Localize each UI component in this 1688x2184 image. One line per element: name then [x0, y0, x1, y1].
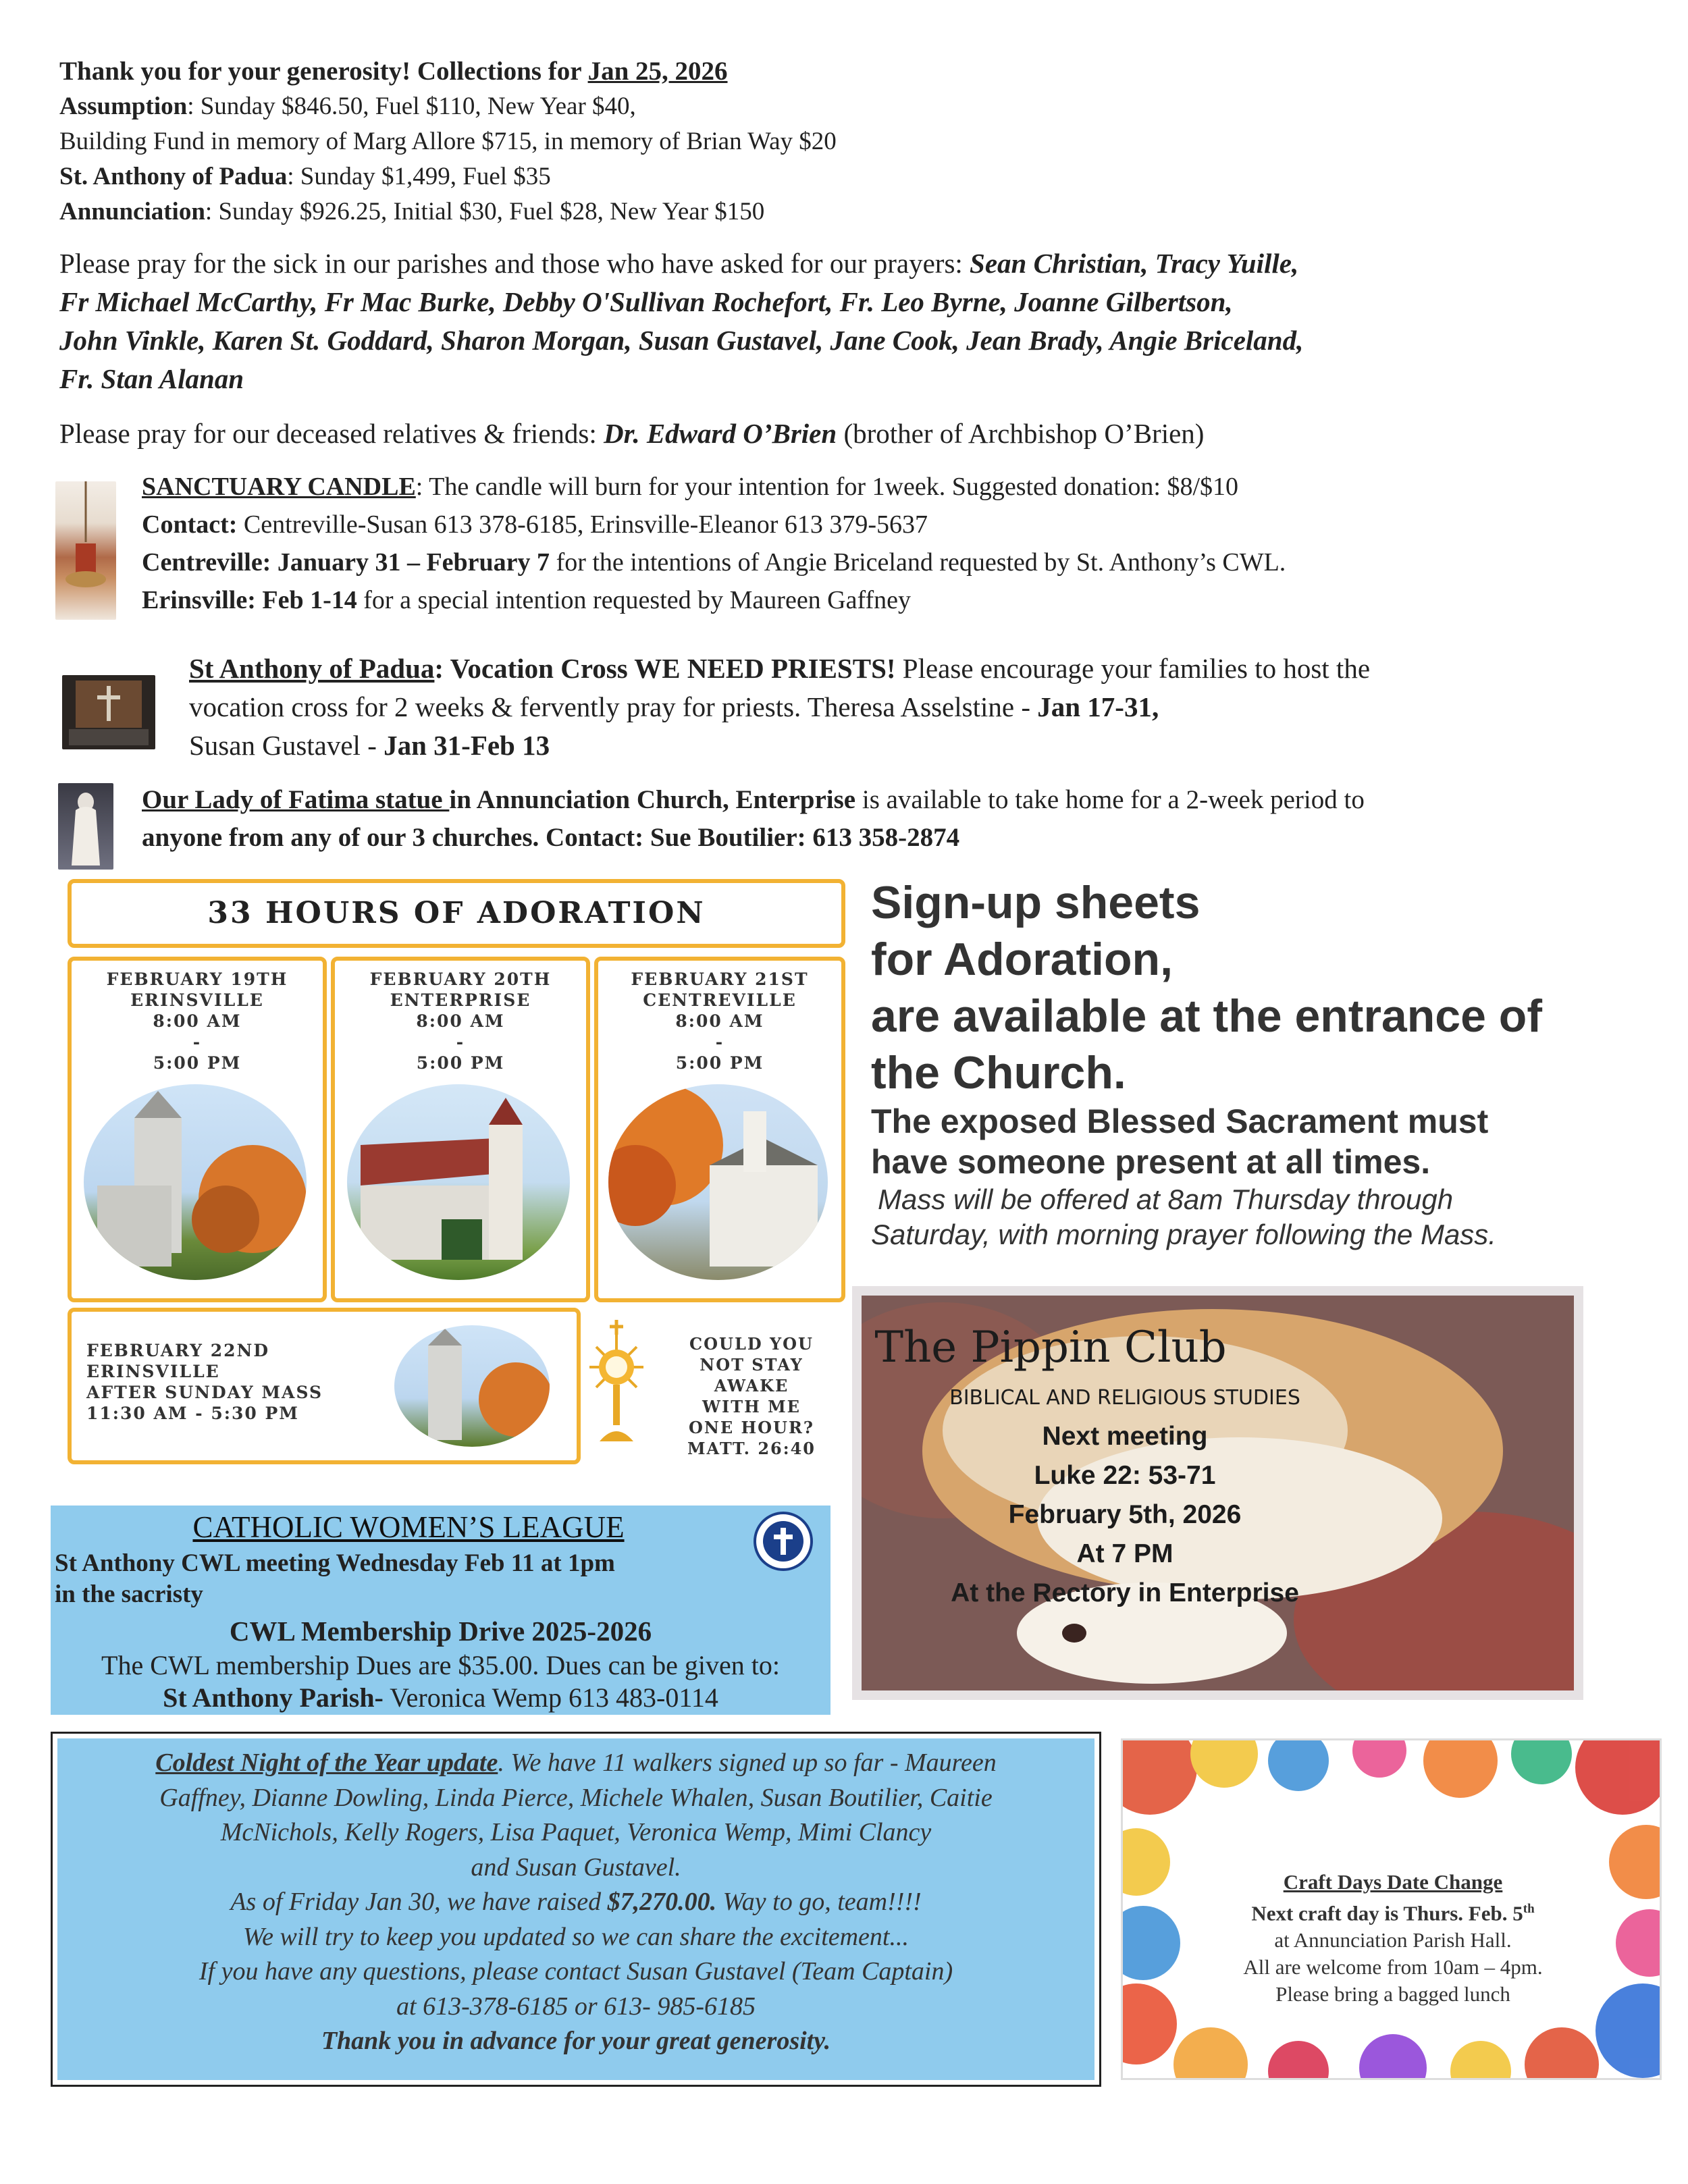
day-3-place: CENTREVILLE — [643, 990, 797, 1010]
vocation-cross-image — [62, 675, 155, 749]
church-icon — [347, 1084, 570, 1280]
vocation-dates-2: Jan 31-Feb 13 — [384, 730, 550, 761]
quote-line-4: WITH ME — [702, 1397, 801, 1416]
quote-line-5: ONE HOUR? — [688, 1418, 814, 1437]
coldest-line-7: If you have any questions, please contact Susan Gustavel (Team Captain) — [199, 1957, 953, 1986]
coldest-line-5a: As of Friday Jan 30, we have raised — [230, 1888, 608, 1916]
pippin-next: Next meeting — [1042, 1422, 1208, 1451]
deceased-name: Dr. Edward O’Brien — [604, 418, 837, 449]
coldest-line-2: Gaffney, Dianne Dowling, Linda Pierce, Michele Whalen, Susan Boutilier, Caitie — [159, 1783, 993, 1812]
erinsville-church-photo-small — [394, 1325, 550, 1447]
deceased-note: (brother of Archbishop O’Brien) — [837, 418, 1205, 449]
annunciation-text: : Sunday $926.25, Initial $30, Fuel $28, New Year $150 — [205, 198, 765, 225]
sanctuary-contact-text: Centreville-Susan 613 378-6185, Erinsville-Eleanor 613 379-5637 — [237, 510, 928, 539]
signup-line-3: are available at the entrance of — [871, 990, 1542, 1042]
day-2-start: 8:00 AM — [416, 1011, 505, 1031]
assumption-text: : Sunday $846.50, Fuel $110, New Year $40, — [187, 92, 636, 120]
sanctuary-centreville-label: Centreville: January 31 – February 7 — [142, 548, 550, 577]
day-3-date: FEBRUARY 21ST — [631, 969, 809, 989]
vocation-parish: St Anthony of Padua — [189, 653, 435, 684]
quote-line-6: MATT. 26:40 — [687, 1439, 816, 1458]
fatima-location: in Annunciation Church, Enterprise — [449, 785, 856, 814]
collections-date: Jan 25, 2026 — [587, 57, 728, 86]
quote-line-2: NOT STAY — [700, 1355, 803, 1375]
pippin-date: February 5th, 2026 — [1008, 1500, 1242, 1529]
vocation-dates-1: Jan 17-31, — [1037, 691, 1159, 722]
church-icon — [84, 1084, 307, 1280]
day-4-note: AFTER SUNDAY MASS — [86, 1383, 323, 1402]
pippin-passage: Luke 22: 53-71 — [1034, 1461, 1216, 1490]
coldest-night-section — [51, 1732, 1101, 2087]
coldest-line-1: . We have 11 walkers signed up so far - Maureen — [498, 1749, 997, 1777]
coldest-line-6: We will try to keep you updated so we can share the excitement... — [243, 1922, 909, 1951]
craft-place: at Annunciation Parish Hall. — [1274, 1928, 1512, 1952]
cwl-meeting-1: St Anthony CWL meeting Wednesday Feb 11 at 1pm — [55, 1549, 615, 1577]
quote-line-1: COULD YOU — [689, 1334, 814, 1354]
craft-title: Craft Days Date Change — [1283, 1870, 1503, 1894]
vocation-text-1: Please encourage your families to host the — [895, 653, 1371, 684]
quote-line-3: AWAKE — [714, 1376, 789, 1395]
sanctuary-lamp-image — [55, 481, 116, 620]
day-4-place: ERINSVILLE — [86, 1362, 220, 1381]
signup-line-8: Saturday, with morning prayer following the Mass. — [871, 1219, 1496, 1250]
adoration-quote — [660, 1333, 843, 1459]
adoration-day-4 — [68, 1308, 581, 1464]
day-4-time: 11:30 AM - 5:30 PM — [86, 1404, 299, 1423]
assumption-text-2: Building Fund in memory of Marg Allore $715, in memory of Brian Way $20 — [59, 128, 837, 155]
day-3-dash: - — [715, 1032, 724, 1052]
sanctuary-contact-label: Contact: — [142, 510, 238, 539]
adoration-day-1 — [68, 957, 327, 1302]
adoration-day-3 — [594, 957, 845, 1302]
cwl-logo-icon — [753, 1511, 814, 1572]
fatima-text-1: is available to take home for a 2-week period to — [855, 785, 1365, 814]
sick-names-2: Fr Michael McCarthy, Fr Mac Burke, Debby O'Sullivan Rochefort, Fr. Leo Byrne, Joanne Gilbertson, — [59, 286, 1233, 317]
cwl-title: CATHOLIC WOMEN’S LEAGUE — [192, 1510, 625, 1544]
coldest-thanks: Thank you in advance for your great generosity. — [321, 2027, 831, 2055]
sanctuary-erinsville-label: Erinsville: Feb 1-14 — [142, 586, 357, 614]
day-1-dash: - — [192, 1032, 202, 1052]
craft-days-card — [1121, 1738, 1662, 2080]
cwl-contact: Veronica Wemp 613 483-0114 — [383, 1682, 718, 1713]
sanctuary-erinsville-text: for a special intention requested by Maureen Gaffney — [357, 586, 911, 614]
cwl-parish: St Anthony Parish- — [163, 1682, 384, 1713]
vocation-text-3: Susan Gustavel - — [189, 730, 384, 761]
sick-names-4: Fr. Stan Alanan — [59, 363, 244, 394]
pippin-title: The Pippin Club — [874, 1323, 1227, 1373]
cwl-dues: The CWL membership Dues are $35.00. Dues can be given to: — [101, 1650, 780, 1680]
pippin-place: At the Rectory in Enterprise — [951, 1578, 1299, 1607]
vocation-text-2: vocation cross for 2 weeks & fervently pray for priests. Theresa Asselstine - — [189, 691, 1038, 722]
craft-next: Next craft day is Thurs. Feb. 5 — [1251, 1901, 1523, 1925]
cross-icon — [62, 675, 155, 749]
sanctuary-lamp-icon — [55, 481, 116, 620]
day-1-place: ERINSVILLE — [130, 990, 264, 1010]
coldest-line-4: and Susan Gustavel. — [471, 1853, 681, 1882]
sick-names-3: John Vinkle, Karen St. Goddard, Sharon Morgan, Susan Gustavel, Jane Cook, Jean Brady, Angie Briceland, — [59, 325, 1304, 356]
day-2-place: ENTERPRISE — [390, 990, 531, 1010]
annunciation-label: Annunciation — [59, 198, 205, 225]
vocation-section — [189, 649, 1641, 765]
day-2-end: 5:00 PM — [416, 1053, 505, 1073]
church-icon — [394, 1325, 550, 1447]
erinsville-church-photo — [84, 1084, 307, 1280]
fatima-title: Our Lady of Fatima statue — [142, 785, 450, 814]
deceased-intro: Please pray for our deceased relatives & friends: — [59, 418, 604, 449]
sick-intro: Please pray for the sick in our parishes and those who have asked for our prayers: — [59, 248, 970, 279]
day-2-date: FEBRUARY 20TH — [369, 969, 552, 989]
signup-line-7: Mass will be offered at 8am Thursday through — [878, 1183, 1454, 1215]
monstrance-icon — [586, 1320, 647, 1448]
day-4-date: FEBRUARY 22ND — [86, 1341, 270, 1360]
signup-section — [871, 874, 1668, 1252]
deceased-prayers — [59, 415, 1204, 453]
day-1-date: FEBRUARY 19TH — [106, 969, 288, 989]
collections-heading — [59, 54, 1612, 89]
anthony-label: St. Anthony of Padua — [59, 163, 288, 190]
assumption-line — [59, 89, 1612, 124]
adoration-title-box — [68, 879, 845, 948]
anthony-line — [59, 159, 1612, 194]
fatima-statue-image — [58, 783, 113, 870]
cwl-section — [51, 1506, 830, 1715]
coldest-line-5b: Way to go, team!!!! — [716, 1888, 922, 1916]
day-1-start: 8:00 AM — [153, 1011, 242, 1031]
pippin-time: At 7 PM — [1076, 1539, 1173, 1568]
assumption-label: Assumption — [59, 92, 188, 120]
coldest-line-3: McNichols, Kelly Rogers, Lisa Paquet, Veronica Wemp, Mimi Clancy — [220, 1818, 932, 1846]
fatima-text-2: anyone from any of our 3 churches. Contact: Sue Boutilier: 613 358-2874 — [142, 823, 960, 852]
collections-section — [59, 54, 1612, 230]
coldest-line-8: at 613-378-6185 or 613- 985-6185 — [396, 1992, 756, 2021]
signup-line-2: for Adoration, — [871, 934, 1173, 985]
annunciation-line — [59, 194, 1612, 230]
collections-heading-text: Thank you for your generosity! Collections for — [59, 57, 588, 86]
pippin-club-card — [852, 1286, 1583, 1700]
statue-icon — [58, 783, 113, 870]
coldest-amount: $7,270.00. — [607, 1888, 717, 1916]
day-3-start: 8:00 AM — [675, 1011, 764, 1031]
church-icon — [608, 1084, 828, 1280]
signup-line-1: Sign-up sheets — [871, 877, 1201, 928]
pippin-subtitle: BIBLICAL AND RELIGIOUS STUDIES — [949, 1386, 1300, 1410]
signup-line-4: the Church. — [871, 1047, 1126, 1098]
day-1-end: 5:00 PM — [153, 1053, 242, 1073]
centreville-church-photo — [608, 1084, 828, 1280]
day-3-end: 5:00 PM — [675, 1053, 764, 1073]
signup-line-6: have someone present at all times. — [871, 1143, 1431, 1181]
adoration-title: 33 HOURS OF ADORATION — [207, 896, 706, 930]
craft-lunch: Please bring a bagged lunch — [1275, 1982, 1510, 2006]
signup-line-5: The exposed Blessed Sacrament must — [871, 1102, 1489, 1140]
fatima-section — [142, 781, 1627, 857]
cwl-drive: CWL Membership Drive 2025-2026 — [229, 1616, 652, 1647]
enterprise-church-photo — [347, 1084, 570, 1280]
craft-time: All are welcome from 10am – 4pm. — [1243, 1955, 1543, 1979]
craft-next-sup: th — [1523, 1902, 1535, 1916]
sanctuary-section — [142, 468, 1661, 619]
anthony-text: : Sunday $1,499, Fuel $35 — [287, 163, 551, 190]
sick-prayers — [59, 244, 1646, 398]
day-2-dash: - — [456, 1032, 465, 1052]
sick-names-1: Sean Christian, Tracy Yuille, — [970, 248, 1299, 279]
sanctuary-centreville-text: for the intentions of Angie Briceland requested by St. Anthony’s CWL. — [550, 548, 1286, 577]
vocation-title: : Vocation Cross WE NEED PRIESTS! — [434, 653, 896, 684]
adoration-day-2 — [331, 957, 590, 1302]
cwl-meeting-2: in the sacristy — [55, 1580, 203, 1608]
sanctuary-title: SANCTUARY CANDLE — [142, 473, 416, 501]
sanctuary-text: : The candle will burn for your intention for 1week. Suggested donation: $8/$10 — [415, 473, 1239, 501]
coldest-title: Coldest Night of the Year update — [155, 1749, 498, 1777]
